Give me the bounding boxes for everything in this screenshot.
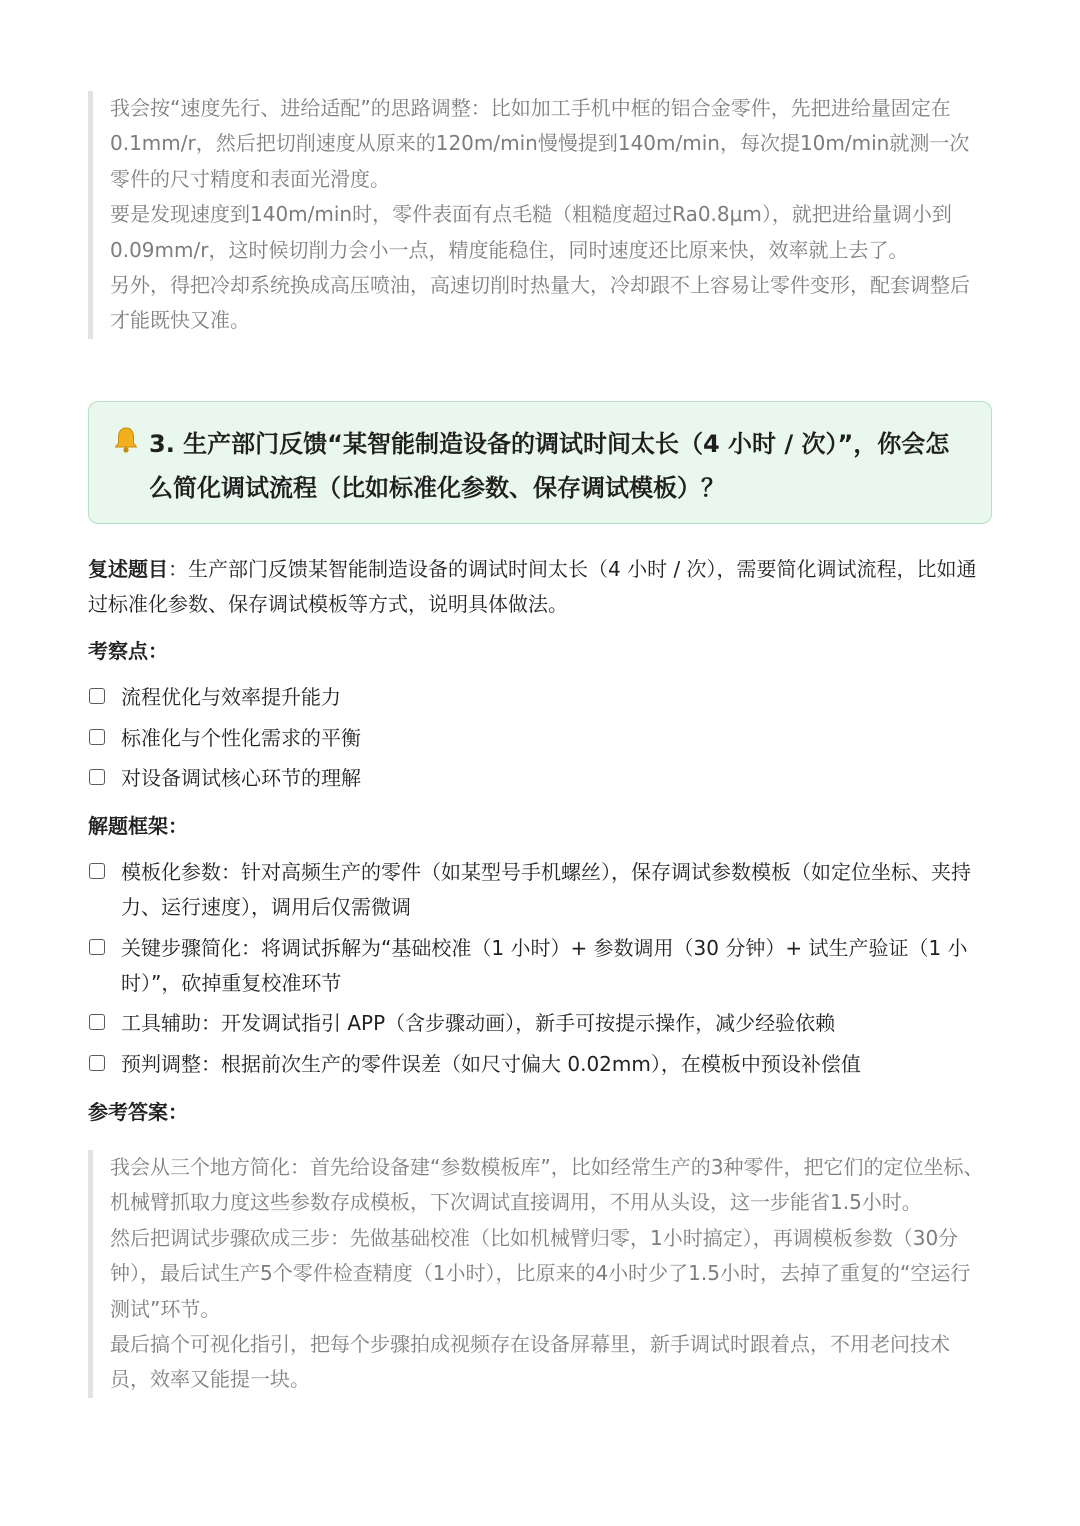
- quote-paragraph: 我会从三个地方简化：首先给设备建“参数模板库”，比如经常生产的3种零件，把它们的定位坐标、机械臂抓取力度这些参数存成模板，下次调试直接调用，不用从头设，这一步能省1.5小时。: [110, 1155, 984, 1215]
- framework-list: [88, 855, 988, 1087]
- heading-key-points: 考察点：: [88, 639, 168, 663]
- heading-reference-answer: 参考答案：: [88, 1100, 188, 1124]
- heading-framework: 解题框架：: [88, 814, 188, 838]
- restate-label: 复述题目: [88, 557, 168, 581]
- blockquote-previous-answer: [88, 91, 988, 339]
- quote-paragraph: 要是发现速度到140m/min时，零件表面有点毛糙（粗糙度超过Ra0.8μm），就把进给量调小到0.09mm/r，这时候切削力会小一点，精度能稳住，同时速度还比原来快，效率就上去了。: [110, 202, 952, 262]
- checkbox[interactable]: [89, 688, 105, 704]
- list-item-text: 模板化参数：针对高频生产的零件（如某型号手机螺丝），保存调试参数模板（如定位坐标、夹持力、运行速度），调用后仅需微调: [121, 860, 971, 919]
- quote-paragraph: 最后搞个可视化指引，把每个步骤拍成视频存在设备屏幕里，新手调试时跟着点，不用老问技术员，效率又能提一块。: [110, 1332, 950, 1392]
- key-points-list: [88, 680, 988, 802]
- checkbox[interactable]: [89, 939, 105, 955]
- list-item: [88, 761, 988, 796]
- list-item-text: 流程优化与效率提升能力: [121, 685, 341, 709]
- list-item: [88, 931, 988, 1001]
- checkbox[interactable]: [89, 863, 105, 879]
- checkbox[interactable]: [89, 1014, 105, 1030]
- list-item: [88, 1047, 988, 1082]
- restate-text: ：生产部门反馈某智能制造设备的调试时间太长（4 小时 / 次），需要简化调试流程，比如通过标准化参数、保存调试模板等方式，说明具体做法。: [88, 557, 977, 616]
- quote-paragraph: 我会按“速度先行、进给适配”的思路调整：比如加工手机中框的铝合金零件，先把进给量固定在0.1mm/r，然后把切削速度从原来的120m/min慢慢提到140m/min，每次提10m/min就测一次零件的尺寸精度和表面光滑度。: [110, 96, 970, 191]
- list-item: [88, 1006, 988, 1041]
- list-item: [88, 721, 988, 756]
- restate-paragraph: [88, 552, 988, 622]
- list-item-text: 预判调整：根据前次生产的零件误差（如尺寸偏大 0.02mm），在模板中预设补偿值: [121, 1051, 861, 1076]
- checkbox[interactable]: [89, 769, 105, 785]
- quote-paragraph: 然后把调试步骤砍成三步：先做基础校准（比如机械臂归零，1小时搞定），再调模板参数（30分钟），最后试生产5个零件检查精度（1小时），比原来的4小时少了1.5小时，去掉了重复的“空运行测试”环节。: [110, 1225, 971, 1321]
- question-box: [88, 401, 992, 524]
- blockquote-reference-answer: [88, 1150, 988, 1398]
- checkbox[interactable]: [89, 1055, 105, 1071]
- bell-icon: [113, 426, 139, 454]
- list-item: [88, 855, 988, 925]
- quote-paragraph: 另外，得把冷却系统换成高压喷油，高速切削时热量大，冷却跟不上容易让零件变形，配套调整后才能既快又准。: [110, 273, 970, 333]
- list-item-text: 对设备调试核心环节的理解: [121, 766, 361, 790]
- checkbox[interactable]: [89, 729, 105, 745]
- list-item-text: 标准化与个性化需求的平衡: [121, 725, 361, 750]
- list-item-text: 关键步骤简化：将调试拆解为“基础校准（1 小时）+ 参数调用（30 分钟）+ 试生产验证（1 小时）”，砍掉重复校准环节: [121, 935, 968, 995]
- list-item-text: 工具辅助：开发调试指引 APP（含步骤动画），新手可按提示操作，减少经验依赖: [121, 1011, 836, 1035]
- list-item: [88, 680, 988, 715]
- question-title: 3. 生产部门反馈“某智能制造设备的调试时间太长（4 小时 / 次）”，你会怎么简化调试流程（比如标准化参数、保存调试模板）？: [149, 430, 950, 502]
